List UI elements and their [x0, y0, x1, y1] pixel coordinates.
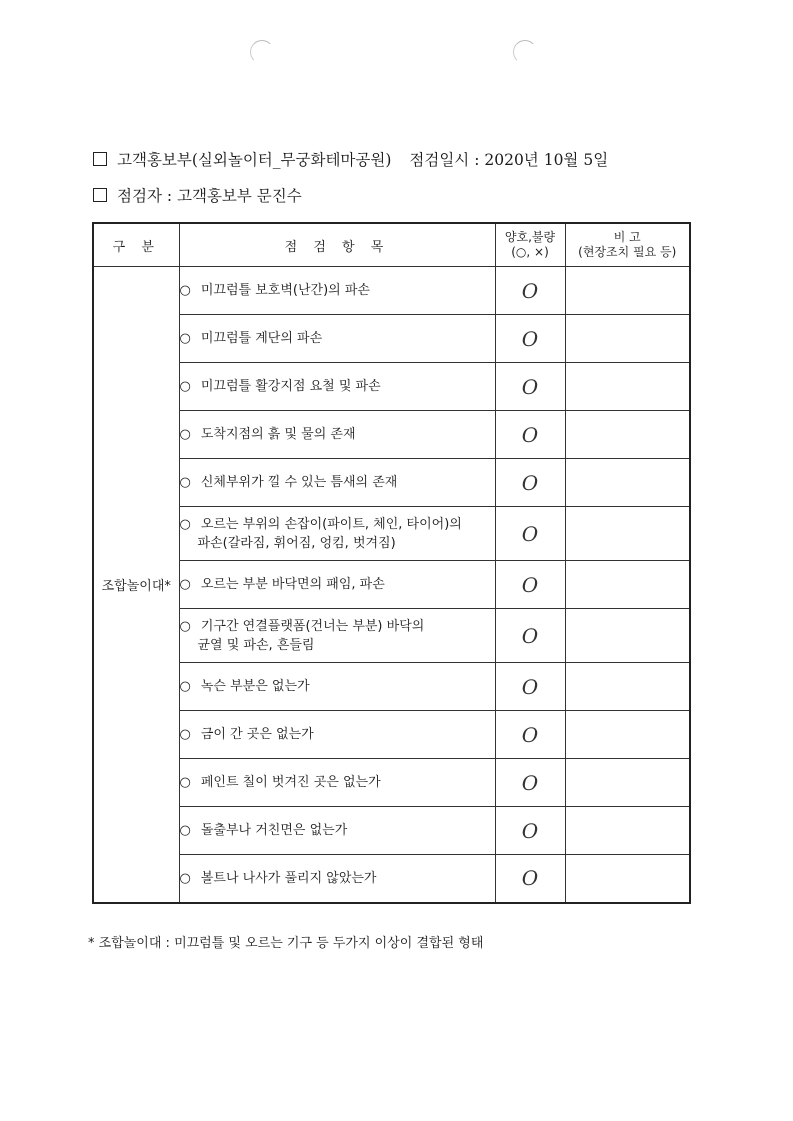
table-row [93, 807, 690, 855]
table-row [93, 507, 690, 561]
item-cell [179, 363, 495, 411]
note-cell [565, 411, 690, 459]
checkbox-icon [93, 188, 107, 202]
item-text: 페인트 칠이 벗겨진 곳은 없는가 [200, 775, 381, 790]
item-cell [179, 507, 495, 561]
item-text: 오르는 부분 바닥면의 패임, 파손 [200, 577, 385, 592]
item-text: 신체부위가 낄 수 있는 틈새의 존재 [200, 475, 398, 490]
result-mark: O [495, 315, 565, 363]
header-inspector: 점검자 : 고객홍보부 문진수 [117, 187, 302, 205]
header-note-line1: 비 고 [613, 230, 641, 244]
result-mark: O [495, 609, 565, 663]
note-cell [565, 759, 690, 807]
header-line-2 [93, 184, 302, 206]
bullet-icon: ○ [179, 577, 191, 592]
bullet-icon: ○ [179, 283, 191, 298]
result-mark: O [495, 267, 565, 315]
result-mark: O [495, 759, 565, 807]
table-row [93, 663, 690, 711]
item-text: 미끄럼틀 계단의 파손 [200, 331, 323, 346]
item-text-line2: 균열 및 파손, 흔들림 [197, 637, 315, 653]
header-location: 고객홍보부(실외놀이터_무궁화테마공원) [117, 151, 392, 169]
header-line-1 [93, 148, 608, 170]
item-cell [179, 663, 495, 711]
header-result-line2: (○, ×) [511, 245, 549, 259]
inspection-table [92, 222, 691, 904]
header-result [495, 223, 565, 267]
table-row [93, 759, 690, 807]
result-mark: O [495, 507, 565, 561]
bullet-icon: ○ [179, 475, 191, 490]
bullet-icon: ○ [179, 427, 191, 442]
item-cell [179, 855, 495, 903]
bullet-icon: ○ [179, 331, 191, 346]
result-mark: O [495, 411, 565, 459]
table-row [93, 315, 690, 363]
result-mark: O [495, 561, 565, 609]
header-category: 구 분 [93, 223, 179, 267]
item-text: 녹슨 부분은 없는가 [200, 679, 310, 694]
note-cell [565, 561, 690, 609]
note-cell [565, 363, 690, 411]
header-note [565, 223, 690, 267]
note-cell [565, 663, 690, 711]
item-text-line2: 파손(갈라짐, 휘어짐, 엉킴, 벗겨짐) [197, 535, 396, 551]
note-cell [565, 609, 690, 663]
punch-hole-right [513, 40, 537, 64]
item-text: 미끄럼틀 활강지점 요철 및 파손 [200, 379, 381, 394]
bullet-icon: ○ [179, 516, 191, 532]
item-text: 미끄럼틀 보호벽(난간)의 파손 [200, 283, 370, 298]
note-cell [565, 267, 690, 315]
item-text: 금이 간 곳은 없는가 [200, 727, 314, 742]
bullet-icon: ○ [179, 618, 191, 634]
note-cell [565, 315, 690, 363]
result-mark: O [495, 855, 565, 903]
bullet-icon: ○ [179, 379, 191, 394]
item-text: 기구간 연결플랫폼(건너는 부분) 바닥의 [200, 618, 425, 634]
item-cell [179, 609, 495, 663]
punch-hole-left [250, 40, 274, 64]
header-items: 점 검 항 목 [179, 223, 495, 267]
bullet-icon: ○ [179, 727, 191, 742]
bullet-icon: ○ [179, 679, 191, 694]
item-cell [179, 411, 495, 459]
table-row [93, 459, 690, 507]
footnote: * 조합놀이대 : 미끄럼틀 및 오르는 기구 등 두가지 이상이 결합된 형태 [88, 936, 484, 951]
table-row [93, 609, 690, 663]
note-cell [565, 855, 690, 903]
item-text: 볼트나 나사가 풀리지 않았는가 [200, 870, 377, 886]
item-text: 돌출부나 거친면은 없는가 [200, 823, 348, 838]
note-cell [565, 711, 690, 759]
item-cell [179, 807, 495, 855]
header-note-line2: (현장조치 필요 등) [578, 245, 677, 259]
item-cell [179, 315, 495, 363]
result-mark: O [495, 663, 565, 711]
table-row [93, 363, 690, 411]
table-row [93, 411, 690, 459]
table-row [93, 561, 690, 609]
table-header-row [93, 223, 690, 267]
header-result-line1: 양호,불량 [504, 230, 556, 244]
result-mark: O [495, 459, 565, 507]
item-cell [179, 459, 495, 507]
item-cell [179, 561, 495, 609]
note-cell [565, 507, 690, 561]
result-mark: O [495, 711, 565, 759]
note-cell [565, 807, 690, 855]
bullet-icon: ○ [179, 775, 191, 790]
item-cell [179, 711, 495, 759]
note-cell [565, 459, 690, 507]
header-date: 점검일시 : 2020년 10월 5일 [409, 151, 609, 169]
category-cell: 조합놀이대* [93, 267, 179, 903]
item-text: 도착지점의 흙 및 물의 존재 [200, 427, 356, 442]
table-row [93, 711, 690, 759]
table-row [93, 267, 690, 315]
result-mark: O [495, 363, 565, 411]
bullet-icon: ○ [179, 823, 191, 838]
table-row [93, 855, 690, 903]
bullet-icon: ○ [179, 870, 191, 886]
item-cell [179, 759, 495, 807]
result-mark: O [495, 807, 565, 855]
item-text: 오르는 부위의 손잡이(파이트, 체인, 타이어)의 [200, 516, 462, 532]
item-cell [179, 267, 495, 315]
checkbox-icon [93, 152, 107, 166]
